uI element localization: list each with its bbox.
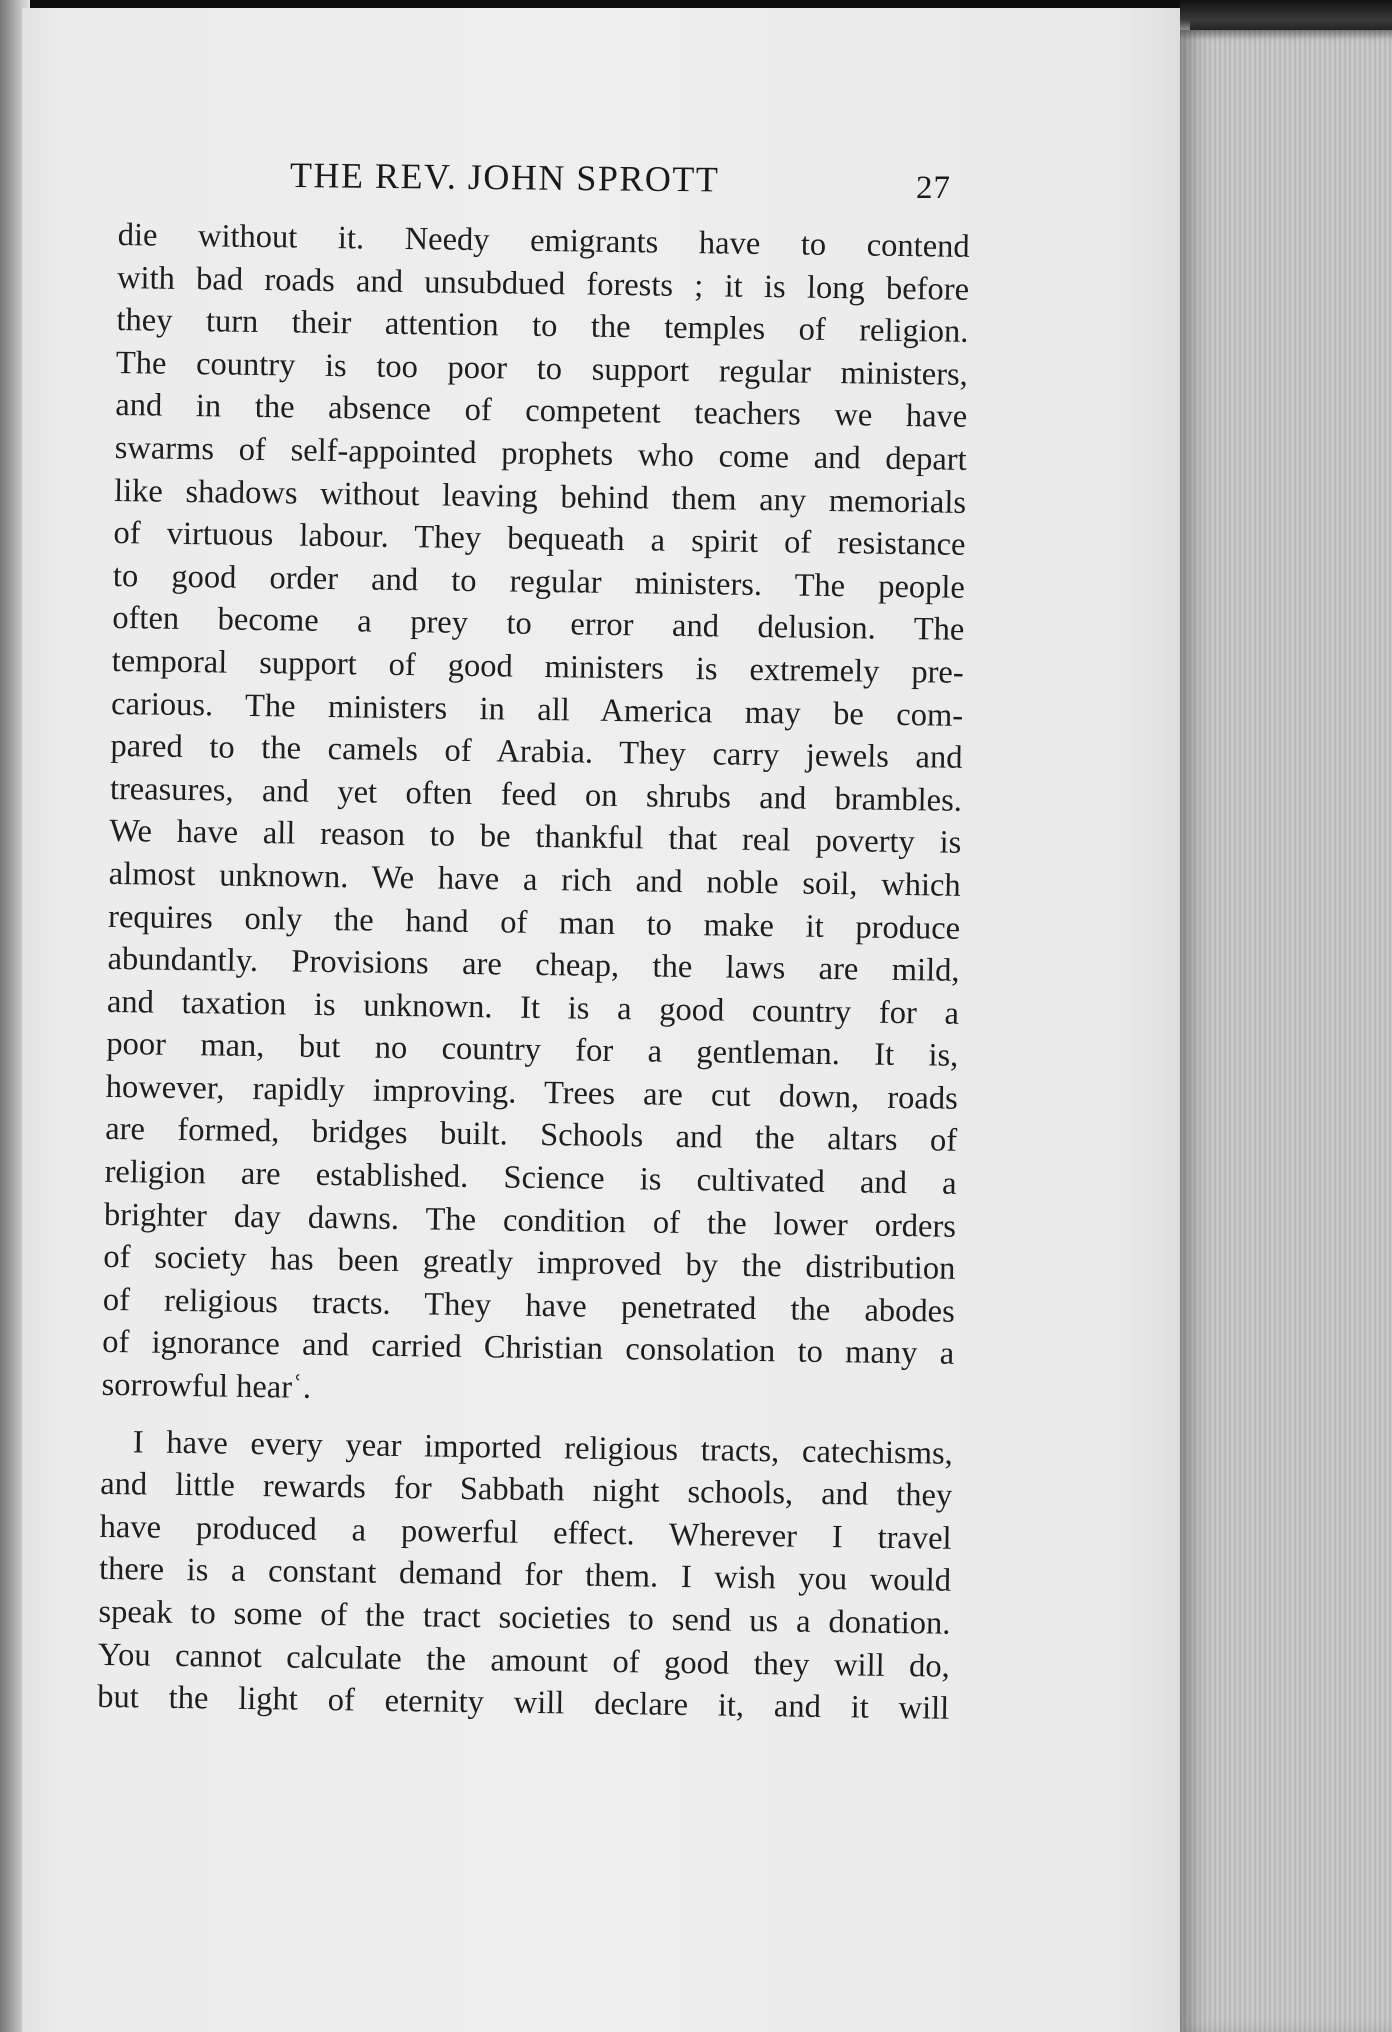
body-text [97, 214, 970, 1731]
text-line: there is a constant demand for them. I wish you would [98, 1551, 952, 1600]
text-line: speak to some of the tract societies to send us a donation. [98, 1593, 951, 1642]
page-block-shadow [1180, 0, 1392, 40]
text-line: brighter day dawns. The condition of the lower orders [103, 1196, 957, 1245]
text-line: sorrowful hearʿ. [101, 1366, 312, 1406]
text-line: religion are established. Science is cultivated and a [104, 1153, 957, 1202]
page-number: 27 [916, 170, 951, 206]
page-block-edge [1180, 30, 1392, 2032]
text-line: with bad roads and unsubdued forests ; it is long before [116, 259, 970, 308]
paragraph-1 [101, 214, 970, 1418]
text-line: carious. The ministers in all America may be com- [110, 685, 964, 734]
text-line: temporal support of good ministers is extremely pre- [111, 642, 964, 691]
text-line: The country is too poor to support regular ministers, [115, 344, 969, 393]
text-line: pared to the camels of Arabia. They carry jewels and [110, 728, 963, 776]
text-line: poor man, but no country for a gentleman. It is, [106, 1026, 959, 1075]
text-line: and in the absence of competent teachers we have [115, 387, 968, 436]
text-line: of virtuous labour. They bequeath a spirit of resistance [113, 515, 966, 564]
text-line: and little rewards for Sabbath night schools, and they [100, 1466, 953, 1514]
text-line: of ignorance and carried Christian consolation to many a [101, 1324, 955, 1373]
text-line: are formed, bridges built. Schools and the altars of [104, 1111, 958, 1160]
text-line: die without it. Needy emigrants have to contend [117, 216, 970, 265]
text-line: requires only the hand of man to make it produce [107, 898, 961, 947]
text-line: You cannot calculate the amount of good they will do, [97, 1636, 951, 1685]
text-line: they turn their attention to the temples of religion. [116, 302, 969, 351]
text-line: however, rapidly improving. Trees are cut down, roads [105, 1068, 958, 1117]
text-line: swarms of self-appointed prophets who come and depart [114, 429, 967, 478]
text-line: almost unknown. We have a rich and noble soil, which [108, 855, 961, 904]
text-line: like shadows without leaving behind them any memorials [113, 472, 967, 521]
text-line: and taxation is unknown. It is a good country for a [106, 983, 960, 1032]
text-line: of society has been greatly improved by the distribution [103, 1239, 956, 1288]
paragraph-2 [97, 1421, 953, 1731]
text-line: often become a prey to error and delusion. The [112, 600, 965, 649]
text-line: treasures, and yet often feed on shrubs and brambles. [109, 770, 963, 819]
text-line: We have all reason to be thankful that real poverty is [109, 813, 962, 862]
text-line: I have every year imported religious tracts, catechisms, [132, 1423, 954, 1472]
text-line: abundantly. Provisions are cheap, the laws are mild, [107, 941, 960, 989]
text-line: have produced a powerful effect. Wherever I travel [99, 1508, 952, 1557]
text-line: but the light of eternity will declare it, and it will [97, 1679, 950, 1727]
running-head: THE REV. JOHN SPROTT [289, 155, 720, 200]
text-line: of religious tracts. They have penetrated the abodes [102, 1281, 956, 1330]
text-line: to good order and to regular ministers. The people [112, 557, 966, 606]
